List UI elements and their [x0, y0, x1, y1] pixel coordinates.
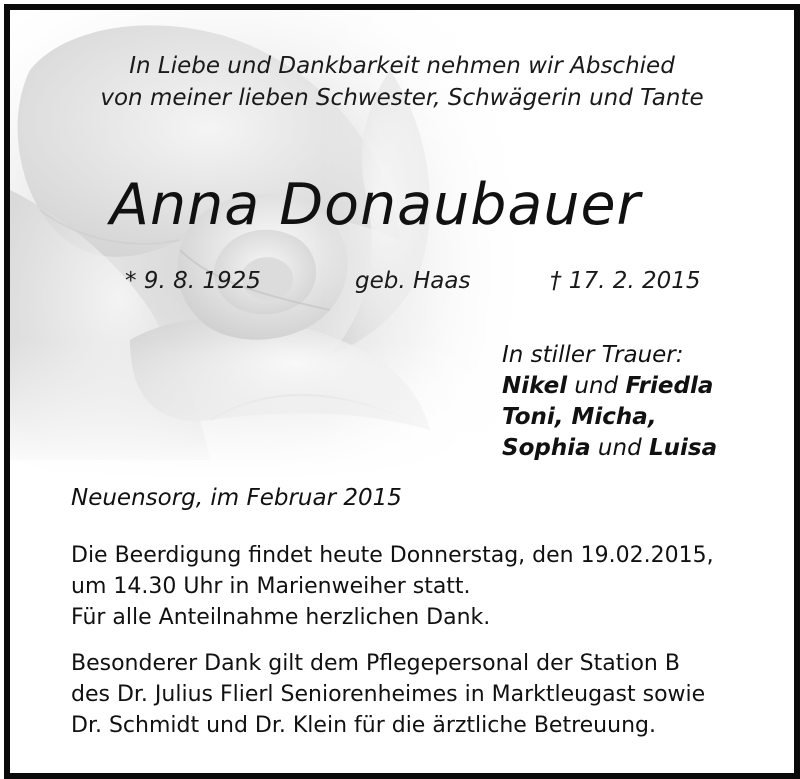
funeral-notice [71, 540, 714, 602]
intro-line: von meiner lieben Schwester, Schwägerin und Tante [100, 85, 704, 111]
obituary-card [4, 4, 800, 779]
mourners-line [502, 433, 717, 464]
birth-date: * 9. 8. 1925 [125, 268, 261, 294]
mourners-line [502, 402, 717, 433]
mourner-names: Toni, Micha, [502, 404, 657, 430]
intro-line: In Liebe und Dankbarkeit nehmen wir Abschied [129, 53, 675, 79]
intro-text [10, 50, 794, 114]
special-thanks-line: des Dr. Julius Flierl Seniorenheimes in Marktleugast sowie [71, 682, 706, 707]
maiden-name: geb. Haas [355, 268, 471, 294]
thanks-text [71, 602, 490, 633]
deceased-name: Anna Donaubauer [110, 172, 641, 238]
mourners-lead: In stiller Trauer: [502, 342, 684, 368]
funeral-line: um 14.30 Uhr in Marienweiher statt. [71, 574, 471, 599]
special-thanks [71, 648, 705, 741]
place-and-date: Neuensorg, im Februar 2015 [71, 485, 402, 511]
mourner-name: Friedla [625, 373, 714, 399]
death-date: † 17. 2. 2015 [550, 268, 701, 294]
special-thanks-line: Dr. Schmidt und Dr. Klein für die ärztliche Betreuung. [71, 713, 656, 738]
mourner-conjunction: und [574, 373, 619, 399]
mourner-name: Nikel [502, 373, 568, 399]
mourners-line [502, 371, 717, 402]
mourner-conjunction: und [597, 435, 642, 461]
mourner-name: Luisa [649, 435, 718, 461]
special-thanks-line: Besonderer Dank gilt dem Pflegepersonal der Station B [71, 651, 680, 676]
obituary-content [10, 10, 794, 773]
funeral-line: Die Beerdigung findet heute Donnerstag, den 19.02.2015, [71, 543, 714, 568]
mourners-list [502, 340, 717, 464]
thanks-line: Für alle Anteilnahme herzlichen Dank. [71, 605, 491, 630]
mourner-name: Sophia [502, 435, 591, 461]
